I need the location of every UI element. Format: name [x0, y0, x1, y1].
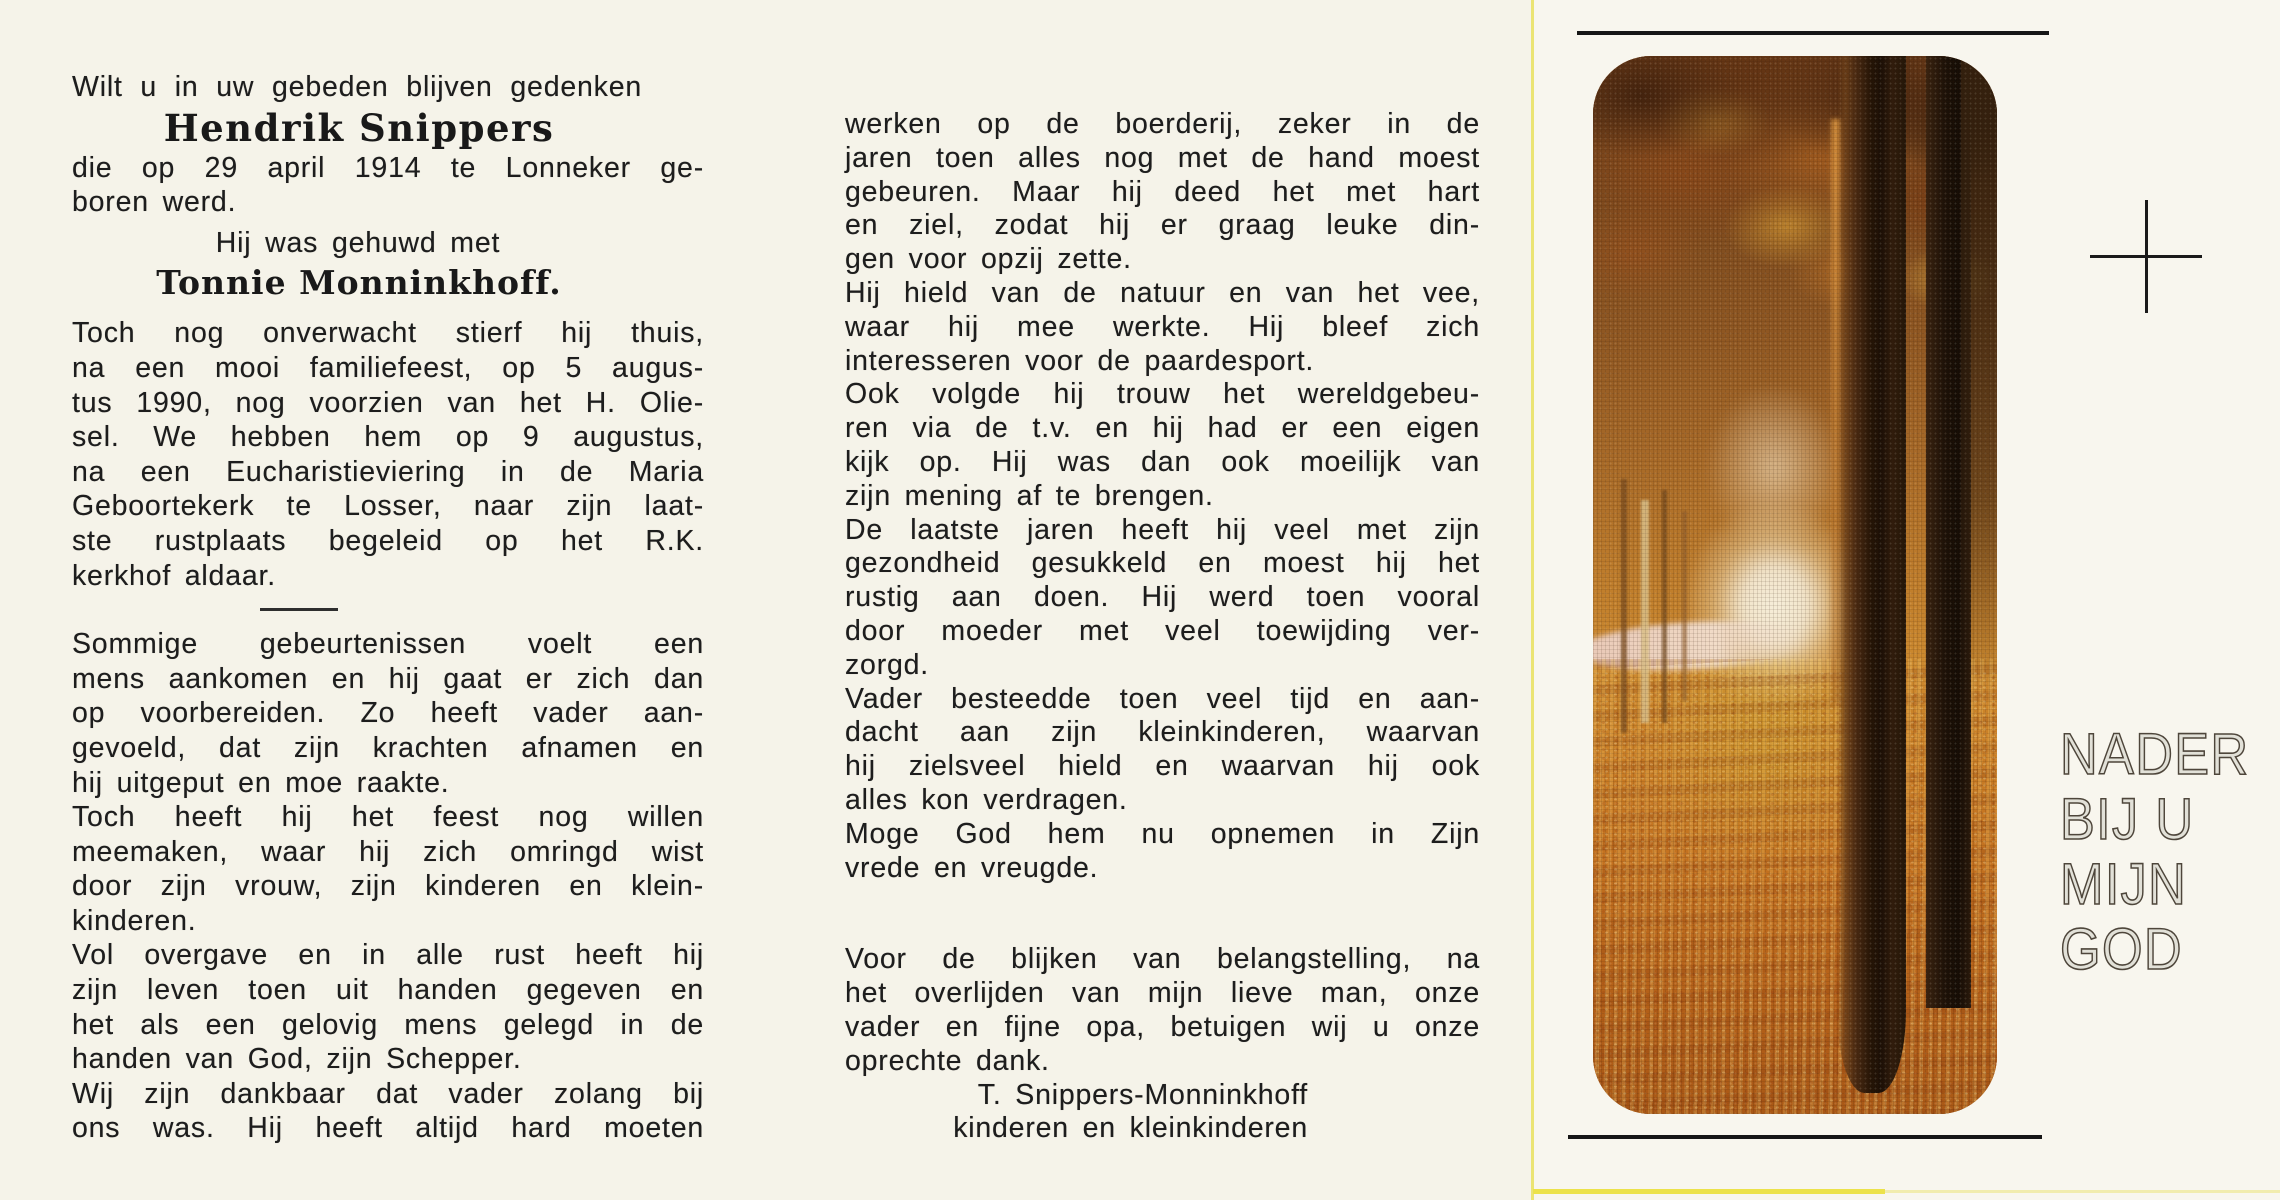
text-line: handen van God, zijn Schepper. — [72, 1043, 522, 1076]
left-text-column — [72, 70, 704, 1146]
text-line: na een mooi familiefeest, op 5 augus- — [72, 351, 704, 384]
text-line: Hij hield van de natuur en van het vee, — [845, 276, 1480, 309]
text-line: tus 1990, nog voorzien van het H. Olie- — [72, 386, 704, 419]
motto-line: GOD — [2060, 917, 2183, 982]
text-line: door moeder met veel toewijding ver- — [845, 614, 1480, 647]
text-line: ons was. Hij heeft altijd hard moeten — [72, 1112, 704, 1145]
text-line: Hij was gehuwd met — [215, 226, 501, 259]
text-line: sel. We hebben hem op 9 augustus, — [72, 421, 704, 454]
text-line: na een Eucharistieviering in de Maria — [72, 455, 704, 488]
text-line: en ziel, zodat hij er graag leuke din- — [845, 209, 1480, 242]
divider-rule — [72, 593, 704, 627]
text-line: het overlijden van mijn lieve man, onze — [845, 977, 1480, 1010]
motto — [2060, 722, 2280, 982]
text-line: zorgd. — [845, 648, 930, 681]
text-line: Geboortekerk te Losser, naar zijn laat- — [72, 490, 704, 523]
text-line: gebeuren. Maar hij deed het met hart — [845, 175, 1480, 208]
top-rule — [1577, 31, 2049, 35]
text-line: T. Snippers-Monninkhoff — [977, 1078, 1308, 1111]
text-line: gezondheid gesukkeld en moest hij het — [845, 547, 1480, 580]
text-line: De laatste jaren heeft hij veel met zijn — [845, 513, 1480, 546]
text-line: waar hij mee werkte. Hij bleef zich — [845, 310, 1480, 343]
middle-text-column — [845, 108, 1480, 1146]
bottom-rule — [1568, 1135, 2042, 1139]
motto-line: NADER — [2060, 722, 2250, 787]
text-line: vrede en vreugde. — [845, 851, 1099, 884]
motto-line: BIJ U — [2060, 787, 2195, 852]
text-line: Vader besteedde toen veel tijd en aan- — [845, 682, 1480, 715]
text-line: zijn leven toen uit handen gegeven en — [72, 974, 704, 1007]
text-line: meemaken, waar hij zich omringd wist — [72, 835, 704, 868]
text-line: gen voor opzij zette. — [845, 243, 1132, 276]
text-line: zijn mening af te brengen. — [845, 479, 1214, 512]
text-line: door zijn vrouw, zijn kinderen en klein- — [72, 870, 704, 903]
text-line: hij uitgeput en moe raakte. — [72, 766, 450, 799]
text-line: het als een gelovig mens gelegd in de — [72, 1008, 704, 1041]
bottom-edge-accent-faint — [1885, 1190, 2280, 1193]
text-line: oprechte dank. — [845, 1044, 1050, 1077]
text-line: Voor de blijken van belangstelling, na — [845, 943, 1480, 976]
text-line: rustig aan doen. Hij werd toen vooral — [845, 581, 1480, 614]
text-line: die op 29 april 1914 te Lonneker ge- — [72, 151, 704, 184]
text-line: mens aankomen en hij gaat er zich dan — [72, 662, 704, 695]
text-line: Tonnie Monninkhoff. — [156, 263, 562, 303]
text-line: Moge God hem nu opnemen in Zijn — [845, 817, 1480, 850]
text-line: ste rustplaats begeleid op het R.K. — [72, 524, 704, 557]
text-line: Toch nog onverwacht stierf hij thuis, — [72, 317, 704, 350]
photo-canvas-weave — [1593, 56, 1997, 1114]
bottom-edge-accent — [1533, 1189, 1885, 1194]
cross-icon — [2090, 200, 2202, 313]
text-line: op voorbereiden. Zo heeft vader aan- — [72, 697, 704, 730]
autumn-lane-photo — [1593, 56, 1997, 1114]
text-line: Wilt u in uw gebeden blijven gedenken — [72, 71, 643, 103]
text-line: werken op de boerderij, zeker in de — [845, 108, 1480, 140]
card-fold-line — [1531, 0, 1534, 1200]
text-line: Sommige gebeurtenissen voelt een — [72, 628, 704, 661]
text-line: Hendrik Snippers — [163, 105, 555, 150]
text-line: gevoeld, dat zijn krachten afnamen en — [72, 731, 704, 764]
text-line: jaren toen alles nog met de hand moest — [845, 141, 1480, 174]
text-line: vader en fijne opa, betuigen wij u onze — [845, 1010, 1480, 1043]
text-line: Toch heeft hij het feest nog willen — [72, 801, 704, 834]
text-line: kinderen. — [72, 904, 197, 937]
text-line: kinderen en kleinkinderen — [953, 1112, 1308, 1145]
text-line: dacht aan zijn kleinkinderen, waarvan — [845, 716, 1480, 749]
text-line: alles kon verdragen. — [845, 783, 1128, 816]
text-line: kerkhof aldaar. — [72, 559, 276, 592]
spacer — [845, 885, 1480, 943]
divider-rule-bar — [260, 608, 338, 611]
text-line: kijk op. Hij was dan ook moeilijk van — [845, 445, 1480, 478]
text-line: boren werd. — [72, 186, 237, 219]
text-line: Vol overgave en in alle rust heeft hij — [72, 939, 704, 972]
text-line: interesseren voor de paardesport. — [845, 344, 1315, 377]
text-line: Wij zijn dankbaar dat vader zolang bij — [72, 1077, 704, 1110]
text-line: ren via de t.v. en hij had er een eigen — [845, 412, 1480, 445]
text-line: Ook volgde hij trouw het wereldgebeu- — [845, 378, 1480, 411]
motto-line: MIJN — [2060, 852, 2188, 917]
text-line: hij zielsveel hield en waarvan hij ook — [845, 750, 1480, 783]
